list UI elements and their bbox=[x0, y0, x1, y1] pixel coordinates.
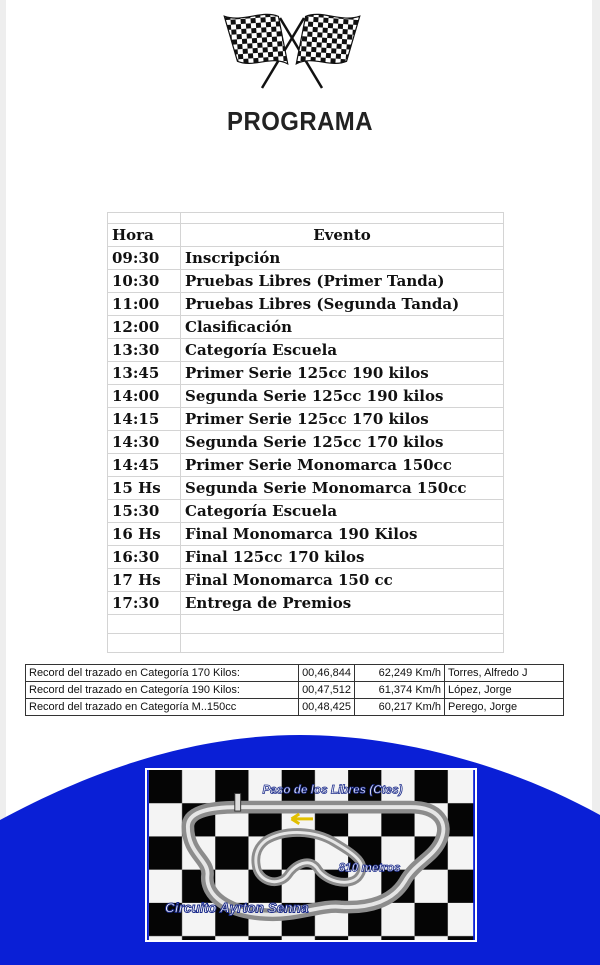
table-row-empty bbox=[108, 213, 504, 224]
record-speed: 62,249 Km/h bbox=[355, 665, 445, 682]
schedule-hora: 16:30 bbox=[108, 546, 181, 569]
table-row bbox=[108, 592, 504, 615]
table-row bbox=[108, 569, 504, 592]
schedule-hora: 17:30 bbox=[108, 592, 181, 615]
circuit-logo bbox=[145, 768, 477, 942]
schedule-evento: Segunda Serie 125cc 190 kilos bbox=[181, 385, 504, 408]
table-row bbox=[108, 500, 504, 523]
schedule-hora: 15:30 bbox=[108, 500, 181, 523]
table-row bbox=[108, 270, 504, 293]
schedule-hora: 13:30 bbox=[108, 339, 181, 362]
table-row bbox=[108, 408, 504, 431]
schedule-evento: Final Monomarca 150 cc bbox=[181, 569, 504, 592]
record-driver: López, Jorge bbox=[445, 682, 564, 699]
table-row bbox=[108, 477, 504, 500]
record-time: 00,47,512 bbox=[299, 682, 355, 699]
table-row-empty bbox=[108, 615, 504, 634]
record-category: Record del trazado en Categoría 190 Kilos: bbox=[26, 682, 299, 699]
schedule-evento: Pruebas Libres (Segunda Tanda) bbox=[181, 293, 504, 316]
table-row bbox=[26, 665, 564, 682]
circuit-location: Paso de los Libres (Ctes) bbox=[262, 783, 403, 797]
circuit-name: Circuito Ayrton Senna bbox=[164, 900, 309, 916]
schedule-hora: 10:30 bbox=[108, 270, 181, 293]
checkered-flags-icon bbox=[222, 8, 362, 94]
page-title: PROGRAMA bbox=[227, 106, 373, 136]
schedule-evento: Categoría Escuela bbox=[181, 339, 504, 362]
schedule-hora: 14:15 bbox=[108, 408, 181, 431]
schedule-evento: Primer Serie 125cc 170 kilos bbox=[181, 408, 504, 431]
schedule-evento: Primer Serie 125cc 190 kilos bbox=[181, 362, 504, 385]
table-row bbox=[26, 682, 564, 699]
schedule-hora: 11:00 bbox=[108, 293, 181, 316]
schedule-evento: Inscripción bbox=[181, 247, 504, 270]
schedule-evento: Segunda Serie 125cc 170 kilos bbox=[181, 431, 504, 454]
table-row bbox=[108, 385, 504, 408]
start-line-marker bbox=[235, 793, 241, 811]
table-row bbox=[26, 699, 564, 716]
table-row bbox=[108, 247, 504, 270]
table-header-row bbox=[108, 224, 504, 247]
schedule-evento: Segunda Serie Monomarca 150cc bbox=[181, 477, 504, 500]
schedule-table bbox=[107, 212, 504, 653]
table-row bbox=[108, 293, 504, 316]
record-category: Record del trazado en Categoría M..150cc bbox=[26, 699, 299, 716]
schedule-hora: 14:00 bbox=[108, 385, 181, 408]
record-driver: Perego, Jorge bbox=[445, 699, 564, 716]
table-row bbox=[108, 339, 504, 362]
column-header-evento: Evento bbox=[181, 224, 504, 247]
record-speed: 60,217 Km/h bbox=[355, 699, 445, 716]
record-time: 00,46,844 bbox=[299, 665, 355, 682]
column-header-hora: Hora bbox=[108, 224, 181, 247]
record-speed: 61,374 Km/h bbox=[355, 682, 445, 699]
schedule-evento: Clasificación bbox=[181, 316, 504, 339]
table-row bbox=[108, 316, 504, 339]
schedule-hora: 13:45 bbox=[108, 362, 181, 385]
schedule-evento: Pruebas Libres (Primer Tanda) bbox=[181, 270, 504, 293]
table-row bbox=[108, 523, 504, 546]
record-time: 00,48,425 bbox=[299, 699, 355, 716]
record-category: Record del trazado en Categoría 170 Kilos: bbox=[26, 665, 299, 682]
schedule-hora: 09:30 bbox=[108, 247, 181, 270]
schedule-hora: 14:30 bbox=[108, 431, 181, 454]
schedule-hora: 12:00 bbox=[108, 316, 181, 339]
table-row-empty bbox=[108, 634, 504, 653]
table-row bbox=[108, 546, 504, 569]
table-row bbox=[108, 362, 504, 385]
schedule-evento: Entrega de Premios bbox=[181, 592, 504, 615]
schedule-evento: Primer Serie Monomarca 150cc bbox=[181, 454, 504, 477]
schedule-hora: 14:45 bbox=[108, 454, 181, 477]
schedule-evento: Final Monomarca 190 Kilos bbox=[181, 523, 504, 546]
schedule-evento: Final 125cc 170 kilos bbox=[181, 546, 504, 569]
schedule-hora: 17 Hs bbox=[108, 569, 181, 592]
schedule-evento: Categoría Escuela bbox=[181, 500, 504, 523]
record-driver: Torres, Alfredo J bbox=[445, 665, 564, 682]
table-row bbox=[108, 454, 504, 477]
table-row bbox=[108, 431, 504, 454]
schedule-hora: 15 Hs bbox=[108, 477, 181, 500]
circuit-length: 810 metros bbox=[338, 861, 401, 875]
schedule-hora: 16 Hs bbox=[108, 523, 181, 546]
records-table bbox=[25, 664, 564, 716]
